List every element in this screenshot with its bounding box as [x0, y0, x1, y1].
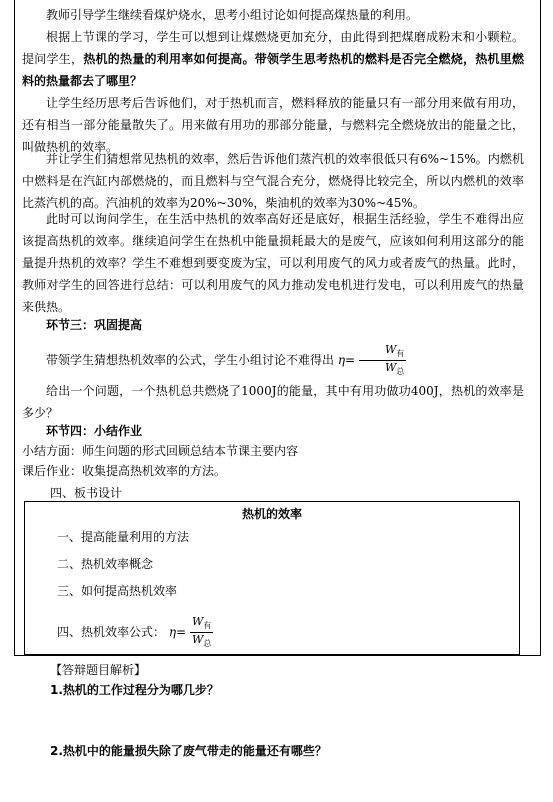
section4-heading: 环节四：小结作业 [46, 424, 143, 438]
board-item-2: 二、热机效率概念 [57, 557, 154, 571]
paragraph-recall: 根据上节课的学习，学生可以想到让煤燃烧更加充分，由此得到把煤磨成粉末和小颗粒。提问学生，热机的热量的利用率如何提高。带领学生思考热机的燃料是否完全燃烧，热机里燃料的热量都去了哪里？ [22, 30, 524, 88]
board-item-1: 一、提高能量利用的方法 [57, 530, 190, 544]
paragraph-efficiency-definition: 让学生经历思考后告诉他们，对于热机而言，燃料释放的能量只有一部分用来做有用功，还有相当一部分能量散失了。用来做有用功的那部分能量，与燃料完全燃烧放出的能量之比，叫做热机的效率。 [22, 96, 524, 154]
board-item-4: 四、热机效率公式： η= $\frac{W_有}{W_总}$ [57, 615, 212, 649]
paragraph-common-efficiency: 并让学生们猜想常见热机的效率，然后告诉他们蒸汽机的效率很低只有6%~15%。内燃机中燃料是在汽缸内部燃烧的，而且燃料与空气混合充分，燃烧得比较完全，所以内燃机的效率比蒸汽机的高。汽油机的效率为20%~30%，柴油机的效率为30%~45%。 [22, 152, 524, 210]
question-1: 1.热机的工作过程分为哪几步？ [50, 683, 219, 697]
board-efficiency-formula: $\frac{W_有}{W_总}$ [191, 615, 212, 649]
board-design-heading: 四、板书设计 [50, 486, 123, 500]
question-2: 2.热机中的能量损失除了废气带走的能量还有哪些？ [50, 744, 327, 758]
paragraph-formula-guess: 带领学生猜想热机效率的公式，学生小组讨论不难得出 η= $\frac{W_有}{W_总}$ [46, 343, 405, 377]
paragraph-improve-efficiency: 此时可以询问学生，在生活中热机的效率高好还是底好，根据生活经验，学生不难得出应该提高热机的效率。继续追问学生在热机中能量损耗最大的是废气，应该如何利用这部分的能量提升热机的效率？学生不难想到要变废为宝，可以利用废气的风力或者废气的热量。此时，教师对学生的回答进行总结：可以利用废气的风力推动发电机进行发电，可以利用废气的热量来供热。 [22, 212, 524, 314]
answers-heading: 【答辩题目解析】 [50, 663, 147, 677]
section3-heading: 环节三：巩固提高 [46, 318, 143, 332]
paragraph-question: 给出一个问题，一个热机总共燃烧了1000J的能量，其中有用功做功400J，热机的效率是多少？ [22, 384, 524, 420]
board-item-3: 三、如何提高热机效率 [57, 584, 178, 598]
board-design-box [24, 501, 520, 655]
efficiency-formula: $\frac{W_有}{W_总}$ [359, 343, 406, 378]
board-title: 热机的效率 [241, 507, 302, 521]
summary-line: 小结方面：师生问题的形式回顾总结本节课主要内容 [22, 444, 299, 458]
paragraph-guide: 教师引导学生继续看煤炉烧水，思考小组讨论如何提高煤热量的利用。 [46, 8, 419, 22]
homework-line: 课后作业：收集提高热机效率的方法。 [22, 464, 227, 478]
